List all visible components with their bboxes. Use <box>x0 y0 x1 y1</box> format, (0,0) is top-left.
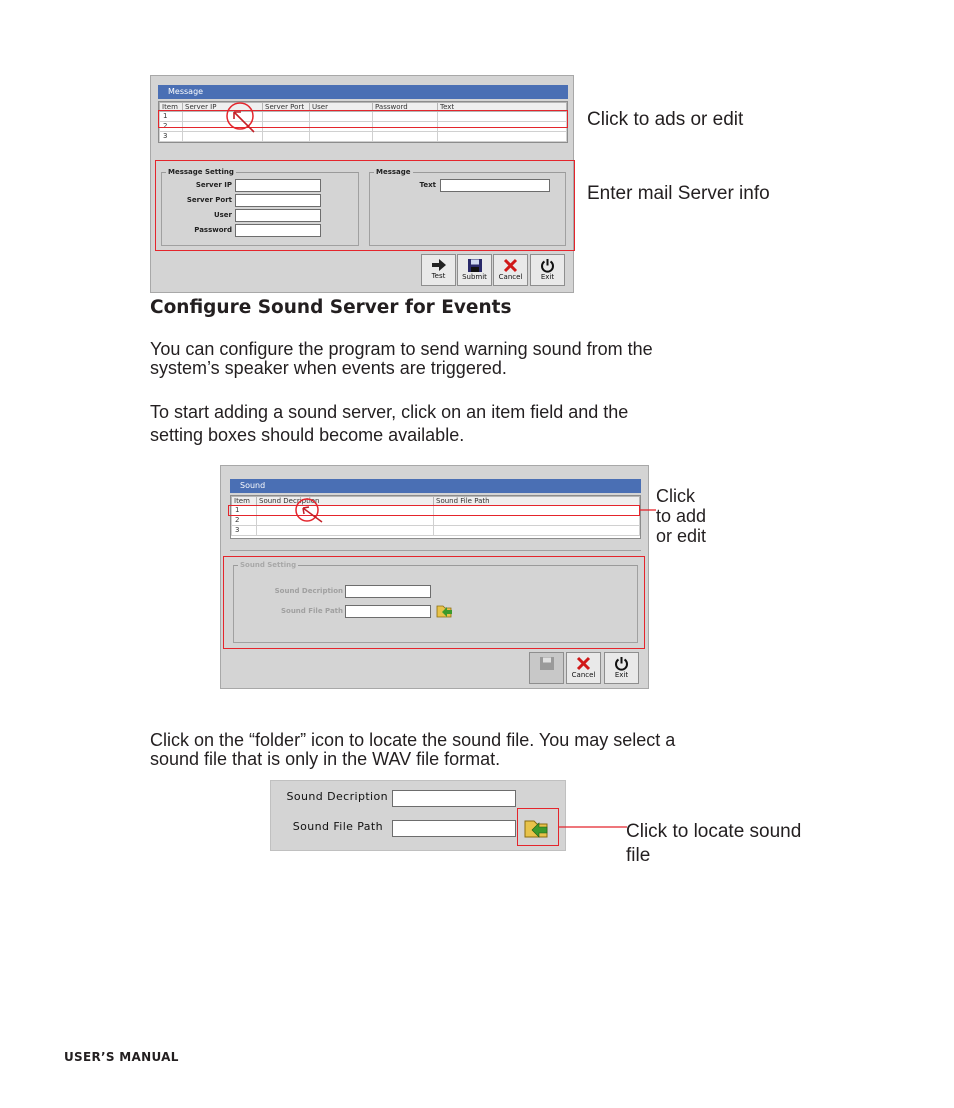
col-user[interactable]: User <box>310 103 373 112</box>
callout-line: to add <box>656 506 707 526</box>
zoom-sound-description-input[interactable] <box>392 790 516 807</box>
red-x-icon <box>576 656 591 671</box>
setting-highlight-box <box>155 160 575 251</box>
paragraph-3 <box>150 731 675 769</box>
paragraph-line: You can configure the program to send warning sound from the <box>150 339 653 359</box>
col-server-port[interactable]: Server Port <box>263 103 310 112</box>
col-password[interactable]: Password <box>373 103 438 112</box>
callout-line: Click <box>656 486 695 506</box>
paragraph-line: setting boxes should become available. <box>150 425 465 445</box>
exit-button[interactable]: Exit <box>530 254 565 286</box>
power-icon <box>614 656 629 671</box>
col-item[interactable]: Item <box>232 497 257 506</box>
paragraph-line: Click on the “folder” icon to locate the sound file. You may select a <box>150 730 676 750</box>
col-sound-file-path[interactable]: Sound File Path <box>434 497 640 506</box>
zoom-sound-description-label: Sound Decription <box>286 790 388 803</box>
sound-file-path-label: Sound File Path <box>280 607 343 615</box>
callout-sound-add-edit <box>656 486 706 546</box>
sound-click-circle-arrow <box>290 496 330 528</box>
floppy-disk-icon <box>539 656 555 671</box>
sound-titlebar: Sound <box>230 479 641 493</box>
cancel-button[interactable]: Cancel <box>566 652 601 684</box>
row-number: 3 <box>160 132 183 142</box>
floppy-disk-icon <box>467 258 483 273</box>
col-sound-description[interactable]: Sound Decription <box>257 497 434 506</box>
disabled-submit-button[interactable] <box>529 652 564 684</box>
folder-highlight-box <box>517 808 559 846</box>
message-titlebar: Message <box>158 85 568 99</box>
server-ip-label: Server IP <box>195 181 232 189</box>
power-icon <box>540 258 555 273</box>
callout-line: Click to locate sound <box>626 821 802 842</box>
callout-ads-edit: Click to ads or edit <box>587 109 744 130</box>
col-item[interactable]: Item <box>160 103 183 112</box>
paragraph-line: To start adding a sound server, click on an item field and the <box>150 402 629 422</box>
sound-setting-highlight-box <box>223 556 645 649</box>
text-label: Text <box>419 181 436 189</box>
paragraph-line: system’s speaker when events are triggered. <box>150 358 507 378</box>
footer-label: USER’S MANUAL <box>64 1050 179 1064</box>
folder-callout-leader-line <box>559 825 627 829</box>
col-text[interactable]: Text <box>438 103 567 112</box>
row-number: 1 <box>232 506 257 516</box>
callout-line: or edit <box>656 526 707 546</box>
server-port-label: Server Port <box>186 196 232 204</box>
section-heading: Configure Sound Server for Events <box>150 297 512 318</box>
row-number: 3 <box>232 526 257 536</box>
cancel-button[interactable]: Cancel <box>493 254 528 286</box>
row-number: 2 <box>160 122 183 132</box>
paragraph-1 <box>150 340 653 378</box>
zoom-sound-file-path-input[interactable] <box>392 820 516 837</box>
paragraph-line: sound file that is only in the WAV file format. <box>150 749 501 769</box>
message-legend: Message <box>376 168 411 176</box>
sound-description-label: Sound Decription <box>274 587 343 595</box>
callout-locate-sound <box>626 820 801 868</box>
col-server-ip[interactable]: Server IP <box>183 103 263 112</box>
exit-button[interactable]: Exit <box>604 652 639 684</box>
sound-setting-legend: Sound Setting <box>240 561 297 569</box>
message-setting-legend: Message Setting <box>168 168 234 176</box>
user-label: User <box>213 211 232 219</box>
zoom-sound-file-path-label: Sound File Path <box>292 820 383 833</box>
submit-button[interactable]: Submit <box>457 254 492 286</box>
separator <box>230 550 641 551</box>
red-x-icon <box>503 258 518 273</box>
callout-mail-server: Enter mail Server info <box>587 183 770 204</box>
paragraph-2 <box>150 399 628 445</box>
click-circle-arrow <box>220 98 265 138</box>
test-button[interactable]: Test <box>421 254 456 286</box>
row-number: 2 <box>232 516 257 526</box>
callout-line: file <box>626 845 651 866</box>
right-arrow-icon <box>431 258 447 272</box>
row-number: 1 <box>160 112 183 122</box>
password-label: Password <box>194 226 232 234</box>
callout-leader-line <box>640 508 656 512</box>
